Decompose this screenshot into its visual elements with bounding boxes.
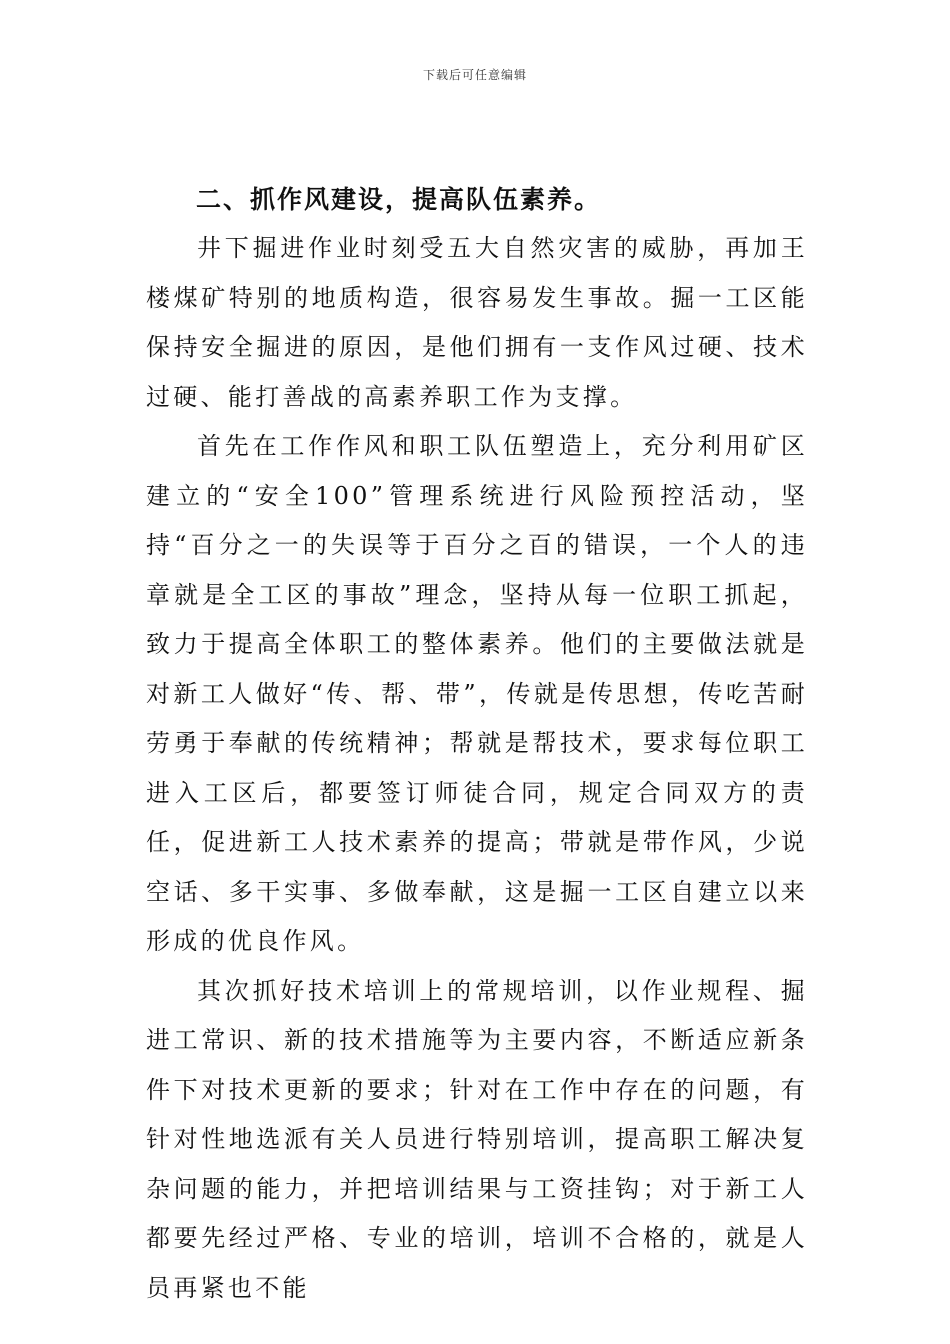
paragraph-intro: 井下掘进作业时刻受五大自然灾害的威胁，再加王楼煤矿特别的地质构造，很容易发生事故。掘一工区能保持安全掘进的原因，是他们拥有一支作风过硬、技术过硬、能打善战的高素养职工作为支撑。 bbox=[146, 234, 808, 411]
paragraph-training: 其次抓好技术培训上的常规培训，以作业规程、掘进工常识、新的技术措施等为主要内容，不断适应新条件下对技术更新的要求；针对在工作中存在的问题，有针对性地选派有关人员进行特别培训，提高职工解决复杂问题的能力，并把培训结果与工资挂钩；对于新工人都要先经过严格、专业的培训，培训不合格的，就是人员再紧也不能 bbox=[146, 976, 808, 1302]
section-heading: 二、抓作风建设，提高队伍素养。 bbox=[196, 185, 602, 214]
paragraph-work-style: 首先在工作作风和职工队伍塑造上，充分利用矿区建立的“安全100”管理系统进行风险预控活动，坚持“百分之一的失误等于百分之百的错误，一个人的违章就是全工区的事故”理念，坚持从每一位职工抓起，致力于提高全体职工的整体素养。他们的主要做法就是对新工人做好“传、帮、带”，传就是传思想，传吃苦耐劳勇于奉献的传统精神；帮就是帮技术，要求每位职工进入工区后，都要签订师徒合同，规定合同双方的责任，促进新工人技术素养的提高；带就是带作风，少说空话、多干实事、多做奉献，这是掘一工区自建立以来形成的优良作风。 bbox=[146, 432, 808, 955]
header-note: 下载后可任意编辑 bbox=[422, 68, 527, 82]
document-body bbox=[146, 176, 808, 1313]
